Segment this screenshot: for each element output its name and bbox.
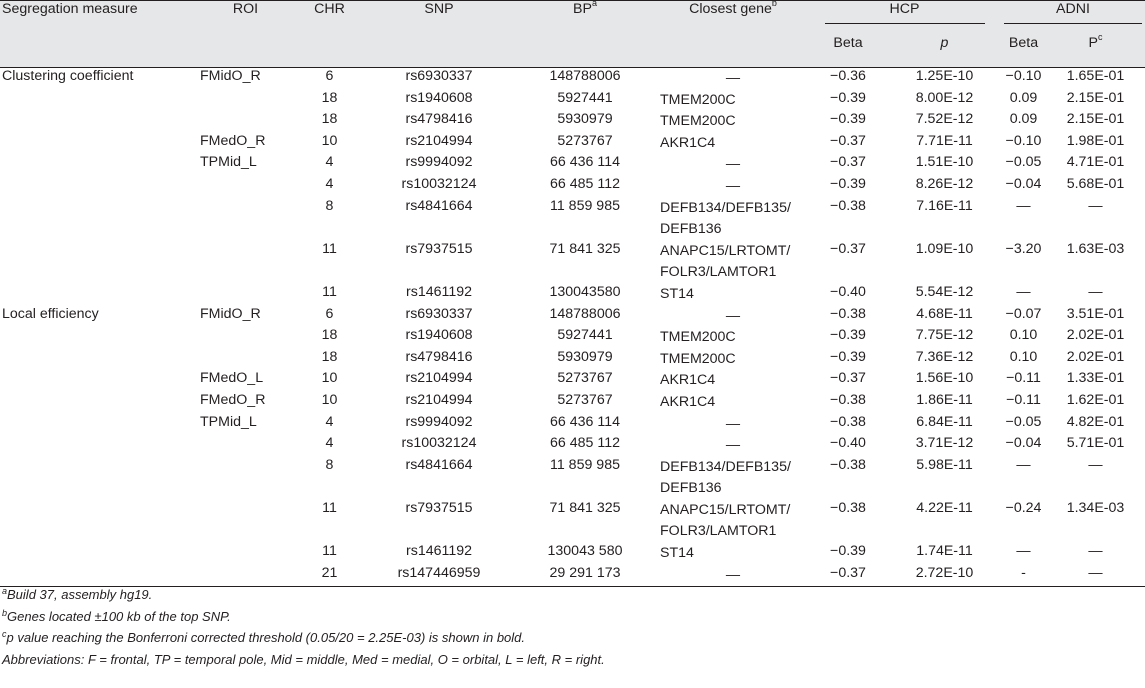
table-row	[0, 543, 1145, 565]
cell-adni-p: 2.15E-01	[1066, 111, 1125, 128]
cell-adni-beta: —	[1016, 197, 1031, 214]
cell-adni-p: 4.71E-01	[1066, 154, 1125, 171]
cell-hcp-p: 1.86E-11	[916, 391, 973, 408]
cell-adni-beta: −0.11	[1006, 370, 1041, 387]
cell-bp: 29 291 173	[512, 565, 658, 587]
cell-segregation-measure	[0, 111, 198, 133]
footnote-a: $^a$Build 37, assembly hg19.	[2, 586, 153, 602]
cell-bp: 66 485 112	[550, 435, 620, 452]
cell-closest-gene: —	[725, 156, 741, 173]
cell-segregation-measure	[0, 500, 198, 543]
col-header-snp: SNP	[366, 1, 512, 36]
cell-snp: rs4841664	[405, 456, 473, 473]
cell-snp: rs1940608	[405, 89, 473, 106]
cell-bp: 71 841 325	[549, 240, 621, 257]
cell-adni-p: —	[1088, 543, 1103, 560]
cell-adni-p: 1.34E-03	[1066, 499, 1125, 516]
cell-hcp-beta: −0.39	[830, 111, 866, 128]
cell-segregation-measure	[0, 327, 198, 349]
cell-snp: rs4798416	[405, 348, 473, 365]
table-row	[0, 327, 1145, 349]
cell-hcp-beta: −0.39	[830, 175, 866, 192]
footnote-abbreviations: Abbreviations: F = frontal, TP = temporal pole, Mid = middle, Med = medial, O = orbital, L = left, R = right.	[2, 651, 605, 667]
cell-bp: 5930979	[557, 348, 613, 365]
cell-bp: 148788006	[549, 68, 621, 84]
cell-roi	[198, 457, 293, 500]
col-header-adni-p: $P^c$	[1046, 35, 1145, 68]
cell-segregation-measure	[0, 392, 198, 414]
cell-adni-beta: —	[1016, 543, 1031, 560]
cell-segregation-measure	[0, 241, 198, 284]
cell-snp: rs1461192	[406, 283, 472, 300]
cell-hcp-p: 7.52E-12	[915, 111, 974, 128]
cell-snp: rs7937515	[405, 499, 473, 516]
cell-closest-gene: TMEM200C	[660, 91, 736, 108]
cell-adni-beta: 0.09	[1009, 89, 1038, 106]
cell-roi: FMedO_L	[200, 370, 264, 387]
cell-hcp-p: 2.72E-10	[888, 565, 1001, 587]
cell-adni-beta: −0.24	[1005, 499, 1042, 516]
cell-chr: 18	[321, 327, 338, 344]
col-header-hcp: HCP	[808, 1, 1001, 36]
cell-bp: 66 436 114	[550, 154, 620, 171]
cell-hcp-p: 3.71E-12	[915, 435, 974, 452]
cell-hcp-p: 7.75E-12	[915, 327, 974, 344]
table-row	[0, 457, 1145, 500]
col-header-roi: ROI	[198, 1, 293, 36]
cell-roi: FMidO_R	[200, 68, 261, 84]
table-row	[0, 392, 1145, 414]
cell-roi	[198, 90, 293, 112]
cell-roi: FMedO_R	[200, 391, 266, 408]
cell-bp: 5930979	[557, 111, 613, 128]
col-header-chr: CHR	[293, 1, 366, 36]
cell-segregation-measure	[0, 90, 198, 112]
cell-adni-beta: —	[1016, 283, 1031, 300]
cell-chr: 10	[321, 370, 338, 387]
cell-bp: 5927441	[557, 89, 613, 106]
cell-adni-beta: −0.10	[1005, 68, 1042, 84]
cell-closest-gene: AKR1C4	[660, 134, 716, 151]
cell-bp: 5273767	[557, 391, 613, 408]
col-header-hcp-p: p	[888, 35, 1001, 68]
cell-snp: rs4841664	[405, 197, 473, 214]
cell-snp: rs2104994	[405, 391, 473, 408]
cell-chr: 4	[325, 154, 334, 171]
table-row	[0, 198, 1145, 241]
cell-closest-gene: ST14	[660, 545, 694, 562]
cell-adni-beta: −0.05	[1005, 154, 1042, 171]
cell-hcp-beta: −0.36	[830, 68, 866, 84]
cell-closest-gene: DEFB134/DEFB135/ DEFB136	[660, 199, 791, 238]
cell-snp: rs10032124	[401, 435, 477, 452]
cell-adni-p: 2.15E-01	[1066, 89, 1125, 106]
table-row	[0, 306, 1145, 328]
cell-hcp-beta: −0.38	[830, 197, 866, 214]
table-row	[0, 111, 1145, 133]
cell-roi	[198, 349, 293, 371]
cell-roi	[198, 500, 293, 543]
cell-roi	[198, 241, 293, 284]
table-row	[0, 176, 1145, 198]
cell-closest-gene: —	[725, 307, 741, 324]
cell-hcp-beta: −0.39	[830, 89, 866, 106]
cell-adni-beta: −0.07	[1005, 305, 1042, 322]
col-header-segregation-measure: Segregation measure	[0, 1, 198, 36]
cell-hcp-beta: −0.38	[830, 456, 866, 473]
col-header-closest-gene: Closest gene$^b$	[658, 1, 808, 36]
cell-chr: 11	[322, 499, 337, 516]
cell-closest-gene: TMEM200C	[660, 350, 736, 367]
cell-chr: 18	[321, 348, 338, 365]
cell-hcp-p: 4.68E-11	[916, 305, 973, 322]
cell-hcp-beta: −0.38	[830, 305, 866, 322]
table-row	[0, 241, 1145, 284]
cell-chr: 4	[325, 413, 334, 430]
cell-hcp-p: 5.54E-12	[915, 283, 974, 300]
cell-segregation-measure	[0, 176, 198, 198]
cell-hcp-beta: −0.37	[830, 240, 866, 257]
cell-hcp-p: 7.71E-11	[916, 132, 973, 149]
cell-snp: rs7937515	[405, 240, 473, 257]
cell-adni-p: 5.68E-01	[1066, 175, 1125, 192]
cell-closest-gene: —	[725, 415, 741, 432]
cell-snp: rs2104994	[405, 370, 473, 387]
cell-hcp-beta: −0.40	[830, 283, 866, 300]
table-row	[0, 435, 1145, 457]
col-header-bp: $BP^a$	[512, 1, 658, 36]
cell-hcp-p: 1.51E-10	[915, 154, 974, 171]
cell-chr: 4	[325, 175, 334, 192]
cell-closest-gene: AKR1C4	[660, 393, 716, 410]
cell-snp: rs1461192	[406, 543, 472, 560]
cell-bp: 148788006	[549, 305, 621, 322]
cell-chr: 10	[321, 391, 338, 408]
cell-adni-p: 2.02E-01	[1066, 348, 1125, 365]
cell-roi	[198, 543, 293, 565]
cell-adni-p: —	[1088, 197, 1103, 214]
cell-bp: 130043 580	[547, 543, 623, 560]
cell-chr: 21	[293, 565, 366, 587]
cell-chr: 4	[325, 435, 334, 452]
cell-chr: 6	[325, 68, 334, 84]
cell-hcp-beta: −0.39	[830, 327, 866, 344]
cell-hcp-beta: −0.37	[830, 132, 866, 149]
cell-segregation-measure: Local efficiency	[2, 305, 99, 322]
cell-roi: TPMid_L	[200, 154, 257, 171]
cell-hcp-beta: −0.39	[830, 543, 866, 560]
cell-bp: 71 841 325	[549, 499, 621, 516]
cell-snp: rs2104994	[405, 132, 473, 149]
cell-chr: 11	[322, 240, 337, 257]
cell-hcp-p: 8.26E-12	[915, 175, 974, 192]
cell-hcp-beta: −0.37	[830, 370, 866, 387]
cell-hcp-beta: −0.37	[808, 565, 888, 587]
cell-bp: 5927441	[557, 327, 613, 344]
cell-closest-gene: AKR1C4	[660, 372, 716, 389]
footnotes	[2, 584, 605, 670]
cell-adni-p: 1.63E-03	[1066, 240, 1125, 257]
cell-hcp-p: 7.36E-12	[915, 348, 974, 365]
cell-segregation-measure: Clustering coefficient	[2, 68, 134, 84]
cell-snp: rs9994092	[405, 413, 473, 430]
table-row	[0, 133, 1145, 155]
table-row	[0, 284, 1145, 306]
cell-closest-gene: TMEM200C	[660, 113, 736, 130]
table-row	[0, 370, 1145, 392]
cell-snp: rs6930337	[405, 305, 473, 322]
cell-bp: 130043580	[549, 283, 621, 300]
cell-hcp-p: 7.16E-11	[916, 197, 973, 214]
cell-chr: 11	[322, 543, 337, 560]
cell-roi	[198, 435, 293, 457]
cell-hcp-p: 1.25E-10	[915, 68, 974, 84]
cell-adni-beta: 0.09	[1009, 111, 1038, 128]
cell-adni-beta: −0.04	[1005, 175, 1042, 192]
cell-segregation-measure	[0, 414, 198, 436]
cell-hcp-beta: −0.39	[830, 348, 866, 365]
cell-hcp-p: 6.84E-11	[916, 413, 973, 430]
cell-adni-p: 2.02E-01	[1066, 327, 1125, 344]
cell-adni-p: 1.98E-01	[1066, 132, 1125, 149]
cell-closest-gene: —	[658, 565, 808, 587]
cell-closest-gene: TMEM200C	[660, 329, 736, 346]
cell-roi: TPMid_L	[200, 413, 257, 430]
cell-hcp-p: 5.98E-11	[916, 456, 973, 473]
cell-roi	[198, 111, 293, 133]
cell-snp: rs4798416	[405, 111, 473, 128]
cell-adni-beta: −0.11	[1006, 391, 1041, 408]
cell-snp: rs9994092	[405, 154, 473, 171]
cell-hcp-p: 8.00E-12	[915, 89, 974, 106]
cell-adni-beta: −0.05	[1005, 413, 1042, 430]
cell-adni-p: 1.65E-01	[1066, 68, 1125, 84]
cell-segregation-measure	[0, 435, 198, 457]
cell-closest-gene: DEFB134/DEFB135/ DEFB136	[660, 458, 791, 497]
cell-adni-beta: 0.10	[1009, 327, 1038, 344]
cell-roi: FMidO_R	[200, 305, 261, 322]
cell-hcp-p: 4.22E-11	[916, 499, 973, 516]
cell-closest-gene: —	[725, 437, 741, 454]
cell-segregation-measure	[0, 133, 198, 155]
cell-hcp-beta: −0.38	[830, 413, 866, 430]
table-row	[0, 154, 1145, 176]
cell-bp: 66 436 114	[550, 413, 620, 430]
cell-adni-beta: −0.04	[1005, 435, 1042, 452]
cell-adni-beta: -	[1001, 565, 1046, 587]
cell-adni-p: 4.82E-01	[1066, 413, 1125, 430]
cell-adni-beta: 0.10	[1009, 348, 1038, 365]
table-row	[0, 349, 1145, 371]
cell-hcp-beta: −0.38	[830, 499, 866, 516]
cell-segregation-measure	[0, 543, 198, 565]
cell-chr: 18	[321, 89, 338, 106]
cell-snp: rs10032124	[401, 175, 477, 192]
cell-roi	[198, 327, 293, 349]
cell-segregation-measure	[0, 370, 198, 392]
cell-adni-beta: −0.10	[1005, 132, 1042, 149]
cell-bp: 66 485 112	[550, 175, 620, 192]
cell-hcp-beta: −0.40	[830, 435, 866, 452]
cell-adni-beta: —	[1016, 456, 1031, 473]
cell-roi	[198, 284, 293, 306]
cell-chr: 11	[322, 283, 337, 300]
cell-roi: FMedO_R	[200, 132, 266, 149]
cell-closest-gene: ANAPC15/LRTOMT/ FOLR3/LAMTOR1	[660, 242, 791, 281]
cell-closest-gene: —	[725, 70, 741, 86]
cell-snp: rs6930337	[405, 68, 473, 84]
cell-closest-gene: ANAPC15/LRTOMT/ FOLR3/LAMTOR1	[660, 501, 791, 540]
cell-adni-p: 3.51E-01	[1066, 305, 1125, 322]
cell-chr: 8	[325, 197, 334, 214]
cell-roi	[198, 198, 293, 241]
cell-hcp-p: 1.09E-10	[915, 240, 974, 257]
cell-bp: 11 859 985	[550, 456, 620, 473]
cell-chr: 8	[325, 456, 334, 473]
cell-closest-gene: —	[725, 177, 741, 194]
cell-segregation-measure	[0, 284, 198, 306]
col-header-adni-beta: Beta	[1001, 35, 1046, 68]
cell-bp: 5273767	[557, 370, 613, 387]
header-row-2	[0, 35, 1145, 68]
footnote-c: $^c$p value reaching the Bonferroni corrected threshold (0.05/20 = 2.25E-03) is shown in bold.	[2, 629, 526, 645]
cell-closest-gene: ST14	[660, 285, 694, 302]
cell-segregation-measure	[0, 154, 198, 176]
table-row	[0, 500, 1145, 543]
cell-bp: 5273767	[557, 132, 613, 149]
cell-adni-p: 1.33E-01	[1066, 370, 1125, 387]
cell-chr: 10	[321, 132, 338, 149]
table-row	[0, 68, 1145, 90]
cell-adni-p: 5.71E-01	[1066, 435, 1125, 452]
col-header-hcp-beta: Beta	[808, 35, 888, 68]
cell-roi	[198, 176, 293, 198]
cell-hcp-p: 1.74E-11	[916, 543, 973, 560]
cell-hcp-beta: −0.37	[830, 154, 866, 171]
col-header-adni: ADNI	[1001, 1, 1145, 36]
cell-segregation-measure	[0, 349, 198, 371]
cell-hcp-beta: −0.38	[830, 391, 866, 408]
cell-bp: 11 859 985	[550, 197, 620, 214]
cell-segregation-measure	[0, 198, 198, 241]
cell-segregation-measure	[0, 457, 198, 500]
cell-adni-p: 1.62E-01	[1066, 391, 1125, 408]
cell-adni-p: —	[1046, 565, 1145, 587]
cell-hcp-p: 1.56E-10	[915, 370, 974, 387]
cell-snp: rs147446959	[366, 565, 512, 587]
cell-adni-p: —	[1088, 283, 1103, 300]
footnote-b: $^b$Genes located ±100 kb of the top SNP.	[2, 607, 231, 624]
cell-adni-beta: −3.20	[1005, 240, 1042, 257]
cell-chr: 6	[325, 305, 334, 322]
header-row-1	[0, 1, 1145, 36]
table-row	[0, 90, 1145, 112]
cell-snp: rs1940608	[405, 327, 473, 344]
table-body	[0, 68, 1145, 587]
cell-adni-p: —	[1088, 456, 1103, 473]
table-row	[0, 414, 1145, 436]
cell-chr: 18	[321, 111, 338, 128]
